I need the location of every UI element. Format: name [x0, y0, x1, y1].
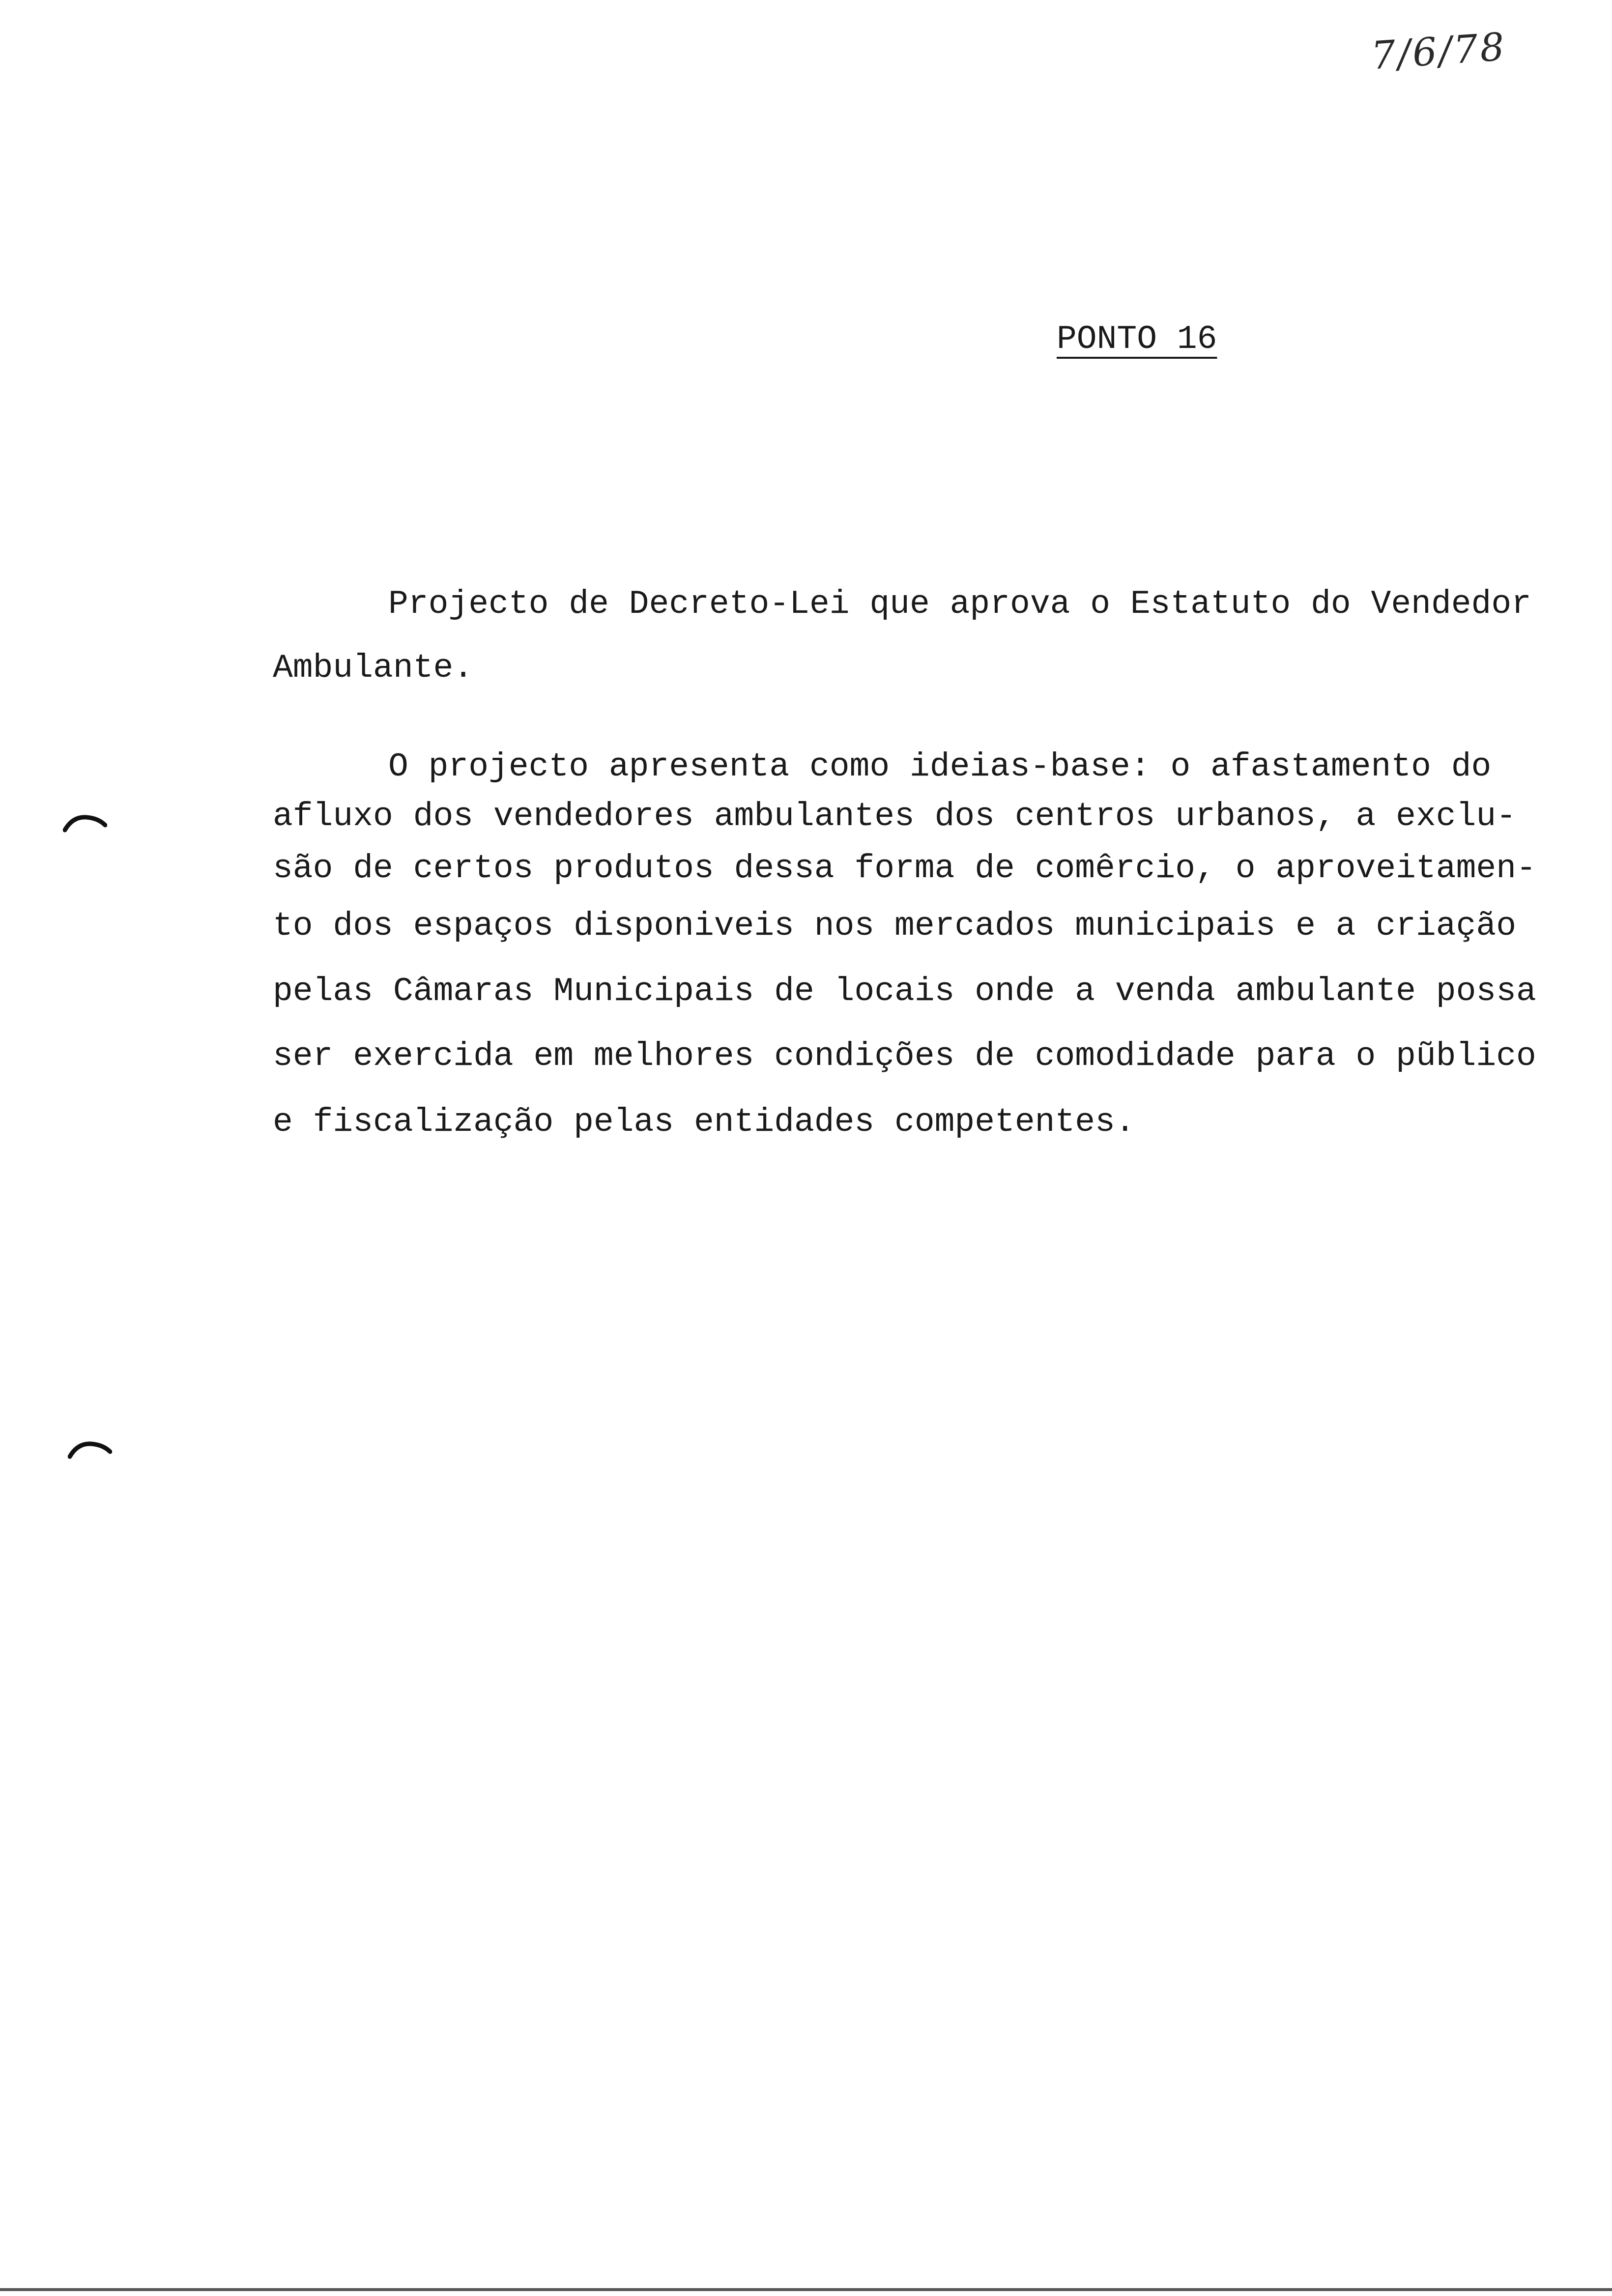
- paragraph-2-line-1: O projecto apresenta como ideias-base: o afastamento do: [388, 748, 1492, 786]
- paragraph-2-line-4: to dos espaços disponiveis nos mercados municipais e a criação: [273, 907, 1517, 945]
- binder-hole-mark-upper: [63, 813, 107, 833]
- paragraph-2-line-7: e fiscalização pelas entidades competentes.: [273, 1103, 1135, 1141]
- paragraph-2-line-3: são de certos produtos dessa forma de comêrcio, o aproveitamen-: [273, 850, 1536, 888]
- paragraph-1-line-2: Ambulante.: [273, 649, 474, 687]
- paragraph-2-line-2: afluxo dos vendedores ambulantes dos centros urbanos, a exclu-: [273, 798, 1517, 835]
- handwritten-date: 7/6/78: [1370, 25, 1508, 79]
- binder-hole-mark-lower: [68, 1440, 112, 1460]
- paragraph-2-line-5: pelas Câmaras Municipais de locais onde a venda ambulante possa: [273, 973, 1536, 1010]
- page-bottom-edge: [0, 2288, 1612, 2291]
- page-heading: PONTO 16: [1057, 320, 1217, 358]
- paragraph-1-line-1: Projecto de Decreto-Lei que aprova o Estatuto do Vendedor: [388, 585, 1531, 623]
- paragraph-2-line-6: ser exercida em melhores condições de comodidade para o pũblico: [273, 1037, 1536, 1075]
